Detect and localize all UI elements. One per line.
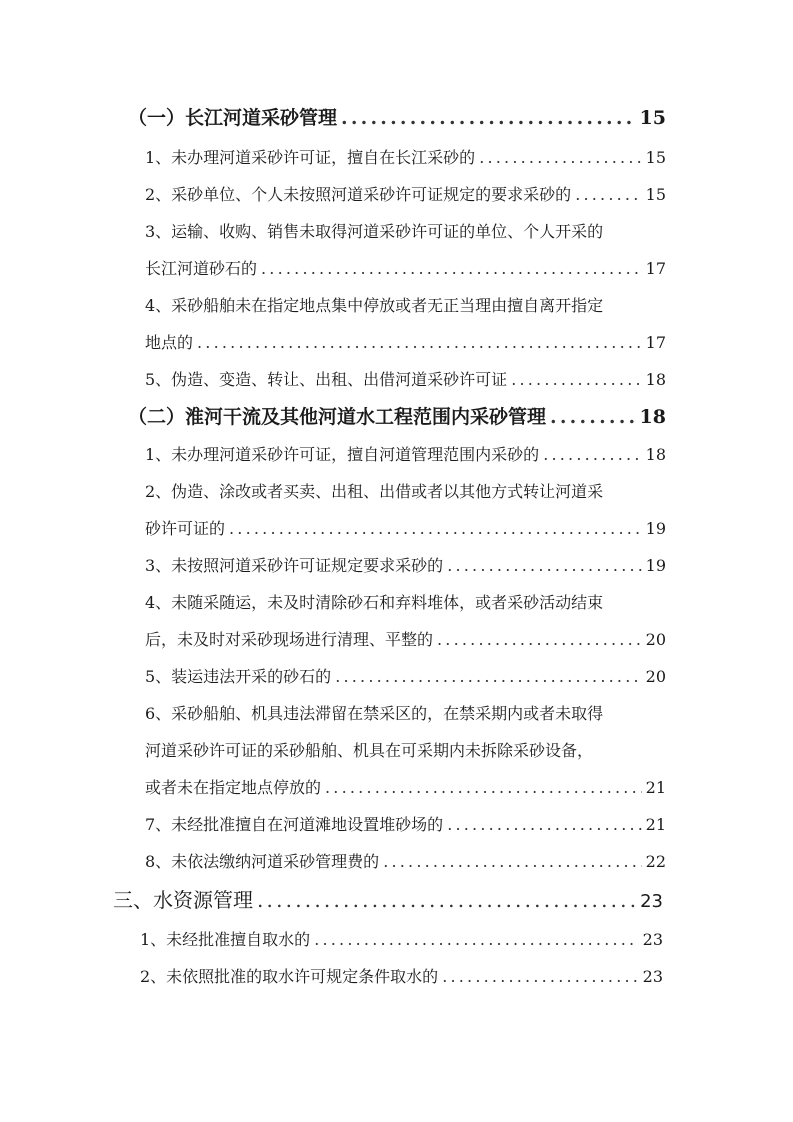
- toc-entry[interactable]: [140, 927, 663, 950]
- toc-entry[interactable]: [145, 775, 666, 798]
- toc-dot-leader: [383, 852, 641, 871]
- toc-page-number: 17: [645, 259, 666, 278]
- toc-dot-leader: [575, 185, 641, 204]
- toc-entry[interactable]: [145, 627, 666, 650]
- toc-dot-leader: [479, 148, 641, 167]
- toc-page-number: 21: [645, 815, 666, 834]
- toc-dot-leader: [229, 519, 642, 538]
- toc-dot-leader: [325, 778, 642, 797]
- toc-entry-line[interactable]: 4、采砂船舶未在指定地点集中停放或者无正当理由擅自离开指定: [145, 296, 604, 315]
- toc-dot-leader: [197, 333, 642, 352]
- toc-entry-line[interactable]: 4、未随采随运，未及时清除砂石和弃料堆体，或者采砂活动结束: [145, 593, 604, 612]
- toc-entry-title: 地点的: [145, 333, 194, 352]
- toc-entry-title: 5、装运违法开采的砂石的: [145, 667, 332, 686]
- toc-page-number: 23: [640, 891, 663, 912]
- toc-entry[interactable]: [145, 664, 666, 687]
- toc-page-number: 19: [645, 556, 666, 575]
- toc-entry-title: 8、未依法缴纳河道采砂管理费的: [145, 852, 380, 871]
- toc-entry-title: 后，未及时对采砂现场进行清理、平整的: [145, 630, 434, 649]
- toc-dot-leader: [543, 445, 641, 464]
- toc-entry-title: 7、未经批准擅自在河道滩地设置堆砂场的: [145, 815, 444, 834]
- toc-entry-line[interactable]: 6、采砂船舶、机具违法滞留在禁采区的，在禁采期内或者未取得: [145, 704, 604, 723]
- toc-dot-leader: [335, 667, 641, 686]
- toc-page-number: 23: [642, 967, 663, 986]
- toc-dot-leader: [341, 107, 636, 129]
- toc-section-title: （一）长江河道采砂管理: [128, 107, 338, 129]
- toc-entry-title: 长江河道砂石的: [145, 259, 258, 278]
- toc-entry-title: 1、未经批准擅自取水的: [140, 930, 311, 949]
- toc-entry-title: 3、未按照河道采砂许可证规定要求采砂的: [145, 556, 444, 575]
- toc-entry[interactable]: [145, 256, 666, 279]
- toc-entry-title: 1、未办理河道采砂许可证，擅自在长江采砂的: [145, 148, 476, 167]
- toc-entry[interactable]: [145, 553, 666, 576]
- toc-dot-leader: [511, 370, 641, 389]
- toc-entry-line[interactable]: 3、运输、收购、销售未取得河道采砂许可证的单位、个人开采的: [145, 222, 604, 241]
- toc-page-number: 20: [645, 667, 666, 686]
- toc-section-2[interactable]: [128, 402, 666, 429]
- toc-page-number: 15: [645, 148, 666, 167]
- toc-entry-line[interactable]: 2、伪造、涂改或者买卖、出租、出借或者以其他方式转让河道采: [145, 482, 604, 501]
- toc-section-title: （二）淮河干流及其他河道水工程范围内采砂管理: [128, 406, 547, 428]
- toc-page-number: 15: [645, 185, 666, 204]
- toc-entry[interactable]: [145, 182, 666, 205]
- toc-page-number: 22: [645, 852, 666, 871]
- toc-page-number: 23: [642, 930, 663, 949]
- toc-page-number: 19: [645, 519, 666, 538]
- toc-chapter-title: 三、水资源管理: [113, 888, 253, 912]
- toc-dot-leader: [261, 259, 642, 278]
- toc-entry[interactable]: [145, 367, 666, 390]
- toc-page-number: 18: [639, 406, 666, 428]
- toc-dot-leader: [447, 815, 641, 834]
- toc-dot-leader: [314, 930, 638, 949]
- toc-entry[interactable]: [145, 849, 666, 872]
- toc-entry-title: 1、未办理河道采砂许可证，擅自河道管理范围内采砂的: [145, 445, 540, 464]
- toc-page-number: 18: [645, 445, 666, 464]
- toc-entry[interactable]: [145, 145, 666, 168]
- toc-dot-leader: [442, 967, 638, 986]
- toc-entry[interactable]: [145, 516, 666, 539]
- toc-dot-leader: [447, 556, 641, 575]
- toc-entry[interactable]: [145, 812, 666, 835]
- toc-entry-title: 或者未在指定地点停放的: [145, 778, 322, 797]
- toc-page-number: 18: [645, 370, 666, 389]
- toc-section-1[interactable]: [128, 103, 666, 130]
- toc-chapter-3[interactable]: [113, 884, 663, 913]
- toc-page-number: 17: [645, 333, 666, 352]
- toc-page-number: 21: [645, 778, 666, 797]
- toc-dot-leader: [550, 406, 636, 428]
- toc-entry[interactable]: [140, 964, 663, 987]
- toc-dot-leader: [437, 630, 642, 649]
- toc-entry-title: 2、未依照批准的取水许可规定条件取水的: [140, 967, 439, 986]
- toc-entry-title: 5、伪造、变造、转让、出租、出借河道采砂许可证: [145, 370, 508, 389]
- toc-entry-title: 2、采砂单位、个人未按照河道采砂许可证规定的要求采砂的: [145, 185, 572, 204]
- toc-page-number: 20: [645, 630, 666, 649]
- toc-page-number: 15: [639, 107, 666, 129]
- toc-entry-title: 砂许可证的: [145, 519, 226, 538]
- toc-entry[interactable]: [145, 442, 666, 465]
- toc-entry-line[interactable]: 河道采砂许可证的采砂船舶、机具在可采期内未拆除采砂设备，: [145, 741, 594, 760]
- toc-entry[interactable]: [145, 330, 666, 353]
- toc-dot-leader: [257, 888, 636, 912]
